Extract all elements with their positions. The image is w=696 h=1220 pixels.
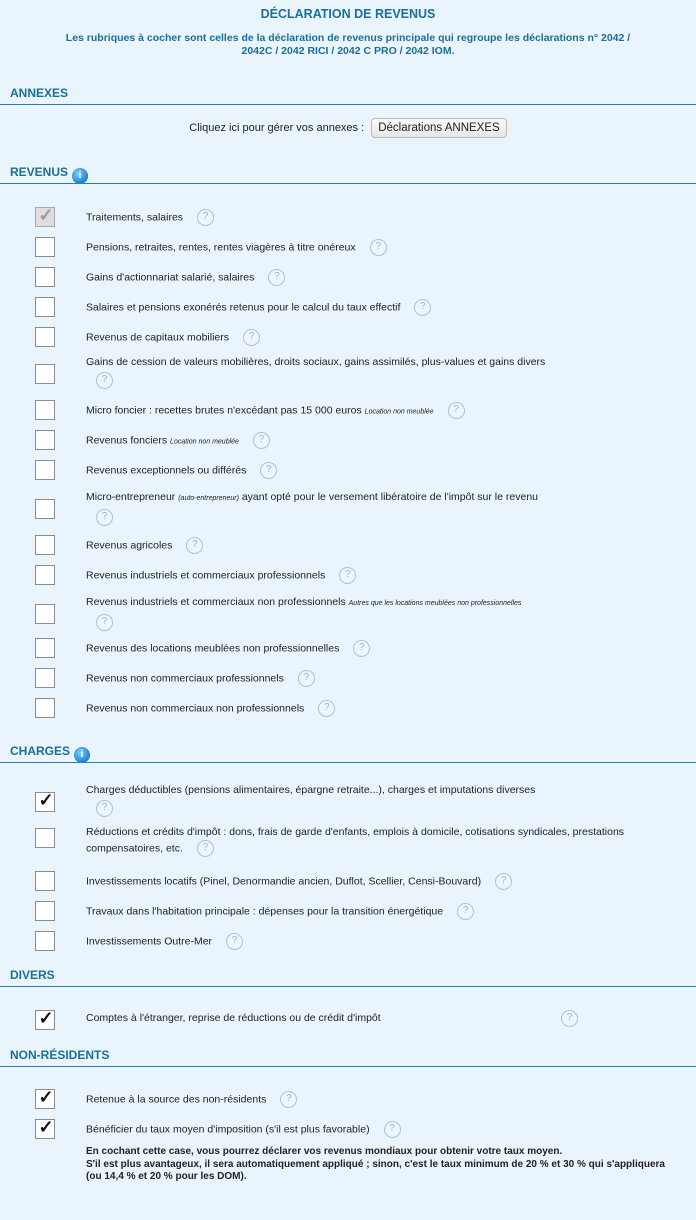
annexes-prompt: Cliquez ici pour gérer vos annexes : — [189, 122, 365, 134]
item-label: Traitements, salaires — [86, 211, 184, 224]
charges-checkbox-outre-mer[interactable] — [35, 931, 55, 951]
item-label: Gains de cession de valeurs mobilières, droits sociaux, gains assimilés, plus-values et gains divers — [86, 356, 546, 368]
item-sublabel: (auto-entrepreneur) — [178, 495, 239, 502]
question-mark-icon[interactable]: ? — [353, 640, 370, 657]
intro-text: Les rubriques à cocher sont celles de la déclaration de revenus principale qui regroupe les déclarations n° 2042 / 2042C / 2042 RICI / 2042 C PRO / 2042 IOM. — [65, 32, 631, 57]
question-mark-icon[interactable]: ? — [96, 509, 113, 526]
charges-checkbox-travaux[interactable] — [35, 901, 55, 921]
checkmark-icon: ✓ — [38, 1087, 54, 1107]
question-mark-icon[interactable]: ? — [96, 372, 113, 389]
item-sublabel: Location non meublée — [170, 438, 239, 446]
revenus-checkbox-agricoles[interactable] — [35, 535, 55, 555]
charges-checkbox-deductibles[interactable] — [35, 792, 55, 812]
item-label: Pensions, retraites, rentes, rentes viagères à titre onéreux — [86, 241, 356, 254]
question-mark-icon[interactable]: ? — [370, 239, 387, 256]
item-label: Réductions et crédits d'impôt : dons, frais de garde d'enfants, emplois à domicile, cotisations syndicales, prestations compensatoires, etc. — [86, 826, 625, 855]
revenus-checkbox-salaires-exoneres[interactable] — [35, 297, 55, 317]
item-label: Revenus industriels et commerciaux professionnels — [86, 569, 326, 582]
item-label: Retenue à la source des non-résidents — [86, 1093, 267, 1106]
question-mark-icon[interactable]: ? — [253, 432, 270, 449]
checkmark-icon: ✓ — [38, 205, 54, 225]
non-residents-checkbox-retenue-source[interactable] — [35, 1089, 55, 1109]
item-label: Revenus non commerciaux non professionnels — [86, 702, 305, 715]
item-label: Salaires et pensions exonérés retenus pour le calcul du taux effectif — [86, 301, 401, 314]
revenus-checkbox-bic-professionnels[interactable] — [35, 565, 55, 585]
item-label: Gains d'actionnariat salarié, salaires — [86, 271, 255, 284]
revenus-checkbox-capitaux-mobiliers[interactable] — [35, 327, 55, 347]
section-heading-annexes — [0, 85, 696, 105]
info-icon[interactable]: i — [72, 168, 88, 184]
item-label: Revenus non commerciaux professionnels — [86, 672, 284, 685]
item-label: Micro foncier : recettes brutes n'excédant pas 15 000 euros — [86, 404, 362, 417]
checkmark-icon: ✓ — [38, 1117, 54, 1137]
revenus-checkbox-pensions[interactable] — [35, 237, 55, 257]
section-heading-charges — [0, 743, 696, 763]
checkmark-icon: ✓ — [38, 1008, 54, 1028]
revenus-checkbox-micro-foncier[interactable] — [35, 400, 55, 420]
item-label: Revenus de capitaux mobiliers — [86, 331, 229, 344]
revenus-checkbox-bic-non-professionnels[interactable] — [35, 604, 55, 624]
item-label: Charges déductibles (pensions alimentaires, épargne retraite...), charges et imputations diverses — [86, 784, 536, 796]
item-label: Revenus agricoles — [86, 539, 173, 552]
section-heading-divers — [0, 967, 696, 987]
question-mark-icon[interactable]: ? — [186, 537, 203, 554]
question-mark-icon[interactable]: ? — [243, 329, 260, 346]
item-label: Micro-entrepreneur — [86, 491, 176, 503]
item-label: Revenus exceptionnels ou différés — [86, 464, 247, 477]
revenus-checkbox-exceptionnels[interactable] — [35, 460, 55, 480]
charges-checkbox-reductions[interactable] — [35, 828, 55, 848]
revenus-checkbox-locations-meublees[interactable] — [35, 638, 55, 658]
note-line-1: En cochant cette case, vous pourrez déclarer vos revenus mondiaux pour obtenir votre taux moyen. — [86, 1146, 563, 1157]
section-heading-non-residents — [0, 1047, 696, 1067]
question-mark-icon[interactable]: ? — [384, 1121, 401, 1138]
revenus-checkbox-actionnariat[interactable] — [35, 267, 55, 287]
section-heading-label: DIVERS — [10, 968, 55, 982]
annexes-row — [0, 118, 696, 138]
info-icon[interactable]: i — [74, 747, 90, 763]
page-title: DÉCLARATION DE REVENUS — [260, 7, 436, 21]
question-mark-icon[interactable]: ? — [318, 700, 335, 717]
question-mark-icon[interactable]: ? — [339, 567, 356, 584]
question-mark-icon[interactable]: ? — [561, 1010, 578, 1027]
item-label: Bénéficier du taux moyen d'imposition (s'il est plus favorable) — [86, 1123, 370, 1136]
question-mark-icon[interactable]: ? — [457, 903, 474, 920]
question-mark-icon[interactable]: ? — [448, 402, 465, 419]
taux-moyen-note — [86, 1146, 672, 1184]
revenus-checkbox-bnc-non-professionnels[interactable] — [35, 698, 55, 718]
item-label: Revenus des locations meublées non professionnelles — [86, 642, 340, 655]
section-heading-revenus — [0, 164, 696, 184]
item-label: Travaux dans l'habitation principale : dépenses pour la transition énergétique — [86, 905, 444, 918]
question-mark-icon[interactable]: ? — [260, 462, 277, 479]
declarations-annexes-button[interactable]: Déclarations ANNEXES — [371, 118, 506, 138]
item-sublabel: Location non meublée — [364, 408, 434, 416]
revenus-checkbox-fonciers[interactable] — [35, 430, 55, 450]
item-label-continued: ayant opté pour le versement libératoire de l'impôt sur le revenu — [238, 491, 539, 503]
revenus-checkbox-bnc-professionnels[interactable] — [35, 668, 55, 688]
question-mark-icon[interactable]: ? — [298, 670, 315, 687]
revenus-checkbox-cession-valeurs[interactable] — [35, 364, 55, 384]
question-mark-icon[interactable]: ? — [197, 840, 214, 857]
section-heading-label: REVENUS — [10, 165, 69, 179]
section-heading-label: ANNEXES — [10, 86, 69, 100]
item-label: Comptes à l'étranger, reprise de réductions ou de crédit d'impôt — [86, 1012, 381, 1024]
question-mark-icon[interactable]: ? — [280, 1091, 297, 1108]
question-mark-icon[interactable]: ? — [96, 800, 113, 817]
section-heading-label: NON-RÉSIDENTS — [10, 1048, 110, 1062]
item-label: Revenus fonciers — [86, 434, 168, 447]
checkmark-icon: ✓ — [38, 790, 54, 810]
question-mark-icon[interactable]: ? — [495, 873, 512, 890]
question-mark-icon[interactable]: ? — [96, 614, 113, 631]
divers-checkbox-comptes-etranger[interactable] — [35, 1010, 55, 1030]
item-label: Investissements locatifs (Pinel, Denormandie ancien, Duflot, Scellier, Censi-Bouvard) — [86, 875, 482, 888]
item-label: Investissements Outre-Mer — [86, 935, 213, 948]
non-residents-checkbox-taux-moyen[interactable] — [35, 1119, 55, 1139]
question-mark-icon[interactable]: ? — [197, 209, 214, 226]
question-mark-icon[interactable]: ? — [414, 299, 431, 316]
section-heading-label: CHARGES — [10, 744, 71, 758]
revenus-checkbox-micro-entrepreneur[interactable] — [35, 499, 55, 519]
charges-checkbox-investissements-locatifs[interactable] — [35, 871, 55, 891]
question-mark-icon[interactable]: ? — [268, 269, 285, 286]
revenus-checkbox-traitements — [35, 207, 55, 227]
question-mark-icon[interactable]: ? — [226, 933, 243, 950]
note-line-2: S'il est plus avantageux, il sera automatiquement appliqué ; sinon, c'est le taux minimum de 20 % et 30 % qui s'appliquera (ou 14,4 % et 20 % pour les DOM). — [86, 1158, 665, 1182]
item-sublabel: Autres que les locations meublées non professionnelles — [348, 600, 522, 607]
item-label: Revenus industriels et commerciaux non professionnels — [86, 596, 346, 608]
